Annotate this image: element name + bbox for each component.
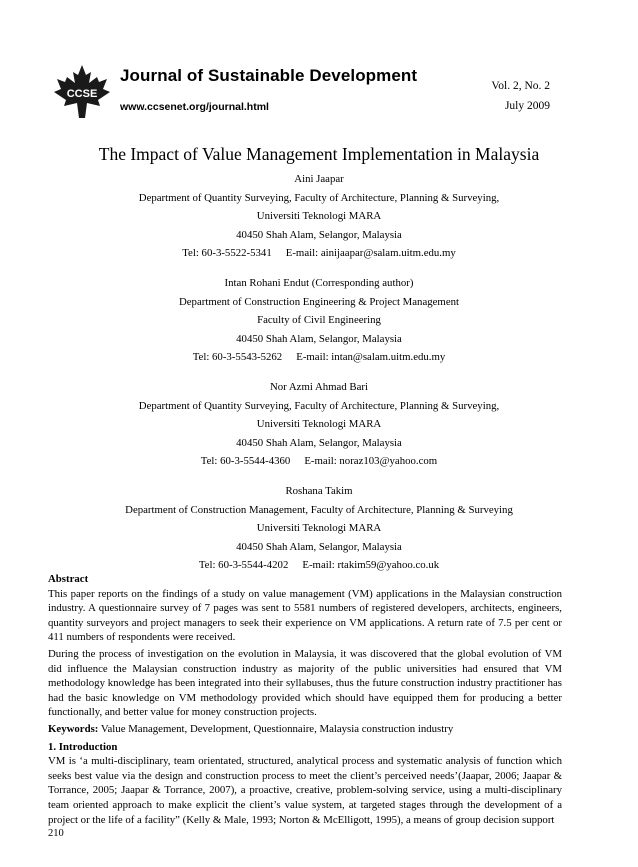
author-list <box>0 170 638 586</box>
author-block <box>0 170 638 263</box>
author-email[interactable]: E-mail: rtakim59@yahoo.co.uk <box>302 559 440 571</box>
author-department: Department of Quantity Surveying, Faculty of Architecture, Planning & Surveying, <box>138 399 500 412</box>
abstract-heading: Abstract <box>48 573 89 585</box>
author-tel: Tel: 60-3-5522-5341 <box>182 247 272 259</box>
author-contact <box>0 452 638 471</box>
author-department: Department of Construction Engineering & Project Management <box>178 295 460 308</box>
paper-body <box>48 569 562 829</box>
volume-issue: Vol. 2, No. 2 <box>491 80 550 92</box>
author-block <box>0 378 638 471</box>
abstract-paragraph: During the process of investigation on the evolution in Malaysia, it was discovered that the global evolution of VM did influence the Malaysian construction industry as majority of the public universities had ensured that VM methodology knowledge has been integrated into their syllabuses, thus the future construction industry practitioner has had the basic knowledge on VM methodology provided which should have equipped them for producing a better functionally, and better value for money construction projects. <box>48 647 562 719</box>
author-university: Universiti Teknologi MARA <box>256 210 382 222</box>
page-number: 210 <box>48 828 64 839</box>
author-name: Aini Jaapar <box>294 173 344 185</box>
author-tel: Tel: 60-3-5544-4202 <box>198 559 289 571</box>
abstract-paragraph: This paper reports on the findings of a study on value management (VM) applications in the Malaysian construction industry. A questionnaire survey of 7 pages was sent to 5581 numbers of registered developers, architects, engineers, quantity surveyors and project managers to seek their experience on VM applications. A return rate of 7.5 per cent or 411 numbers of respondents were received. <box>48 587 562 644</box>
author-address: 40450 Shah Alam, Selangor, Malaysia <box>236 332 402 345</box>
author-address: 40450 Shah Alam, Selangor, Malaysia <box>236 228 402 241</box>
author-department: Department of Quantity Surveying, Faculty of Architecture, Planning & Surveying, <box>138 191 500 204</box>
author-contact <box>0 244 638 263</box>
author-tel: Tel: 60-3-5543-5262 <box>192 351 283 363</box>
logo-text: CCSE <box>66 88 98 100</box>
author-department: Department of Construction Management, Faculty of Architecture, Planning & Surveying <box>125 503 513 516</box>
author-university: Faculty of Civil Engineering <box>257 314 381 326</box>
author-university: Universiti Teknologi MARA <box>256 522 382 534</box>
author-contact <box>0 348 638 367</box>
author-name: Nor Azmi Ahmad Bari <box>269 381 369 393</box>
issue-date: July 2009 <box>504 100 550 112</box>
paper-title: The Impact of Value Management Implementation in Malaysia <box>98 144 540 164</box>
author-university: Universiti Teknologi MARA <box>256 418 382 430</box>
journal-url[interactable]: www.ccsenet.org/journal.html <box>120 101 269 113</box>
maple-leaf-logo <box>52 64 112 120</box>
author-email[interactable]: E-mail: noraz103@yahoo.com <box>304 455 438 467</box>
author-email[interactable]: E-mail: intan@salam.uitm.edu.my <box>296 351 446 363</box>
author-block <box>0 274 638 367</box>
author-name: Roshana Takim <box>285 485 353 497</box>
journal-title: Journal of Sustainable Development <box>120 66 418 85</box>
keywords-text: Value Management, Development, Questionnaire, Malaysia construction industry <box>100 722 454 735</box>
author-address: 40450 Shah Alam, Selangor, Malaysia <box>236 540 402 553</box>
journal-header <box>0 0 638 125</box>
keywords <box>48 722 562 737</box>
keywords-label: Keywords: <box>48 722 99 735</box>
author-name: Intan Rohani Endut (Corresponding author) <box>224 277 414 289</box>
author-block <box>0 482 638 575</box>
author-address: 40450 Shah Alam, Selangor, Malaysia <box>236 436 402 449</box>
introduction-heading: 1. Introduction <box>48 740 118 753</box>
author-tel: Tel: 60-3-5544-4360 <box>200 455 291 467</box>
author-email[interactable]: E-mail: ainijaapar@salam.uitm.edu.my <box>285 247 456 259</box>
introduction-paragraph: VM is ‘a multi-disciplinary, team orientated, structured, analytical process and systematic analysis of function which seeks best value via the design and construction process to meet the client’s perceived needs’(Jaapar, 2006; Jaapar & Torrance, 2005; Jaapar & Torrance, 2007), a proactive, creative, problem-solving service, using a multi-disciplinary team oriented approach to make explicit the client’s value system, at targeted stages through the development of a project or the life of a facility” (Kelly & Male, 1993; Norton & McElligott, 1995), a means of group decision support <box>48 755 562 826</box>
